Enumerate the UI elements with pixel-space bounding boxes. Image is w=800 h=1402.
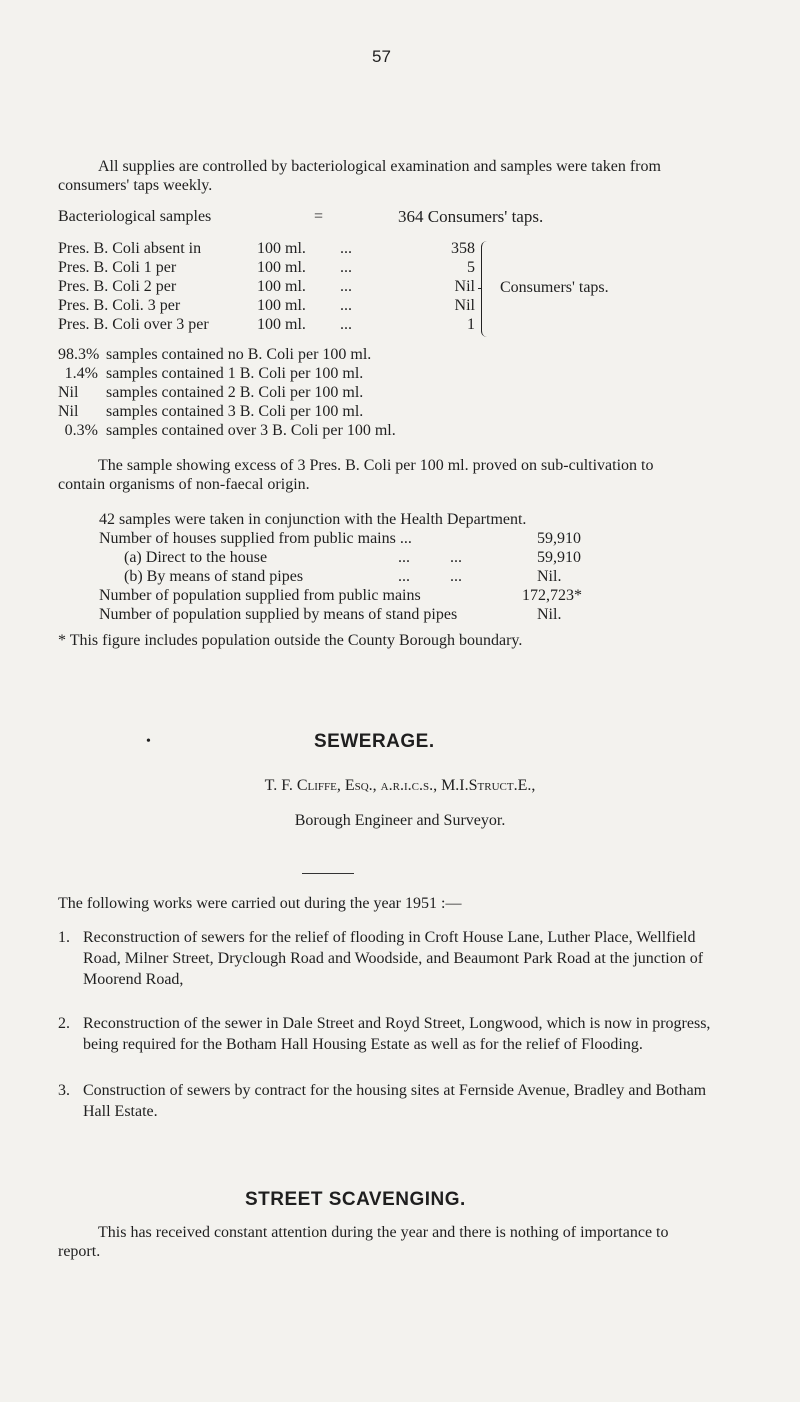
sample-note: The sample showing excess of 3 Pres. B. Coli per 100 ml. proved on sub-cultivation to contain organisms of non-faecal origin. — [58, 457, 654, 493]
engineer-title: Borough Engineer and Surveyor. — [294, 812, 506, 829]
percentage-value: Nil — [58, 403, 79, 420]
sample-dots: ... — [340, 297, 352, 314]
divider-rule — [302, 873, 354, 874]
pop-mains-value: 172,723* — [522, 587, 582, 604]
sewerage-heading: SEWERAGE. — [314, 731, 435, 752]
sample-value: 358 — [451, 240, 475, 257]
list-item-number: 1. — [58, 929, 70, 946]
samples-header-eq: = — [314, 208, 324, 225]
sample-value: 5 — [467, 259, 475, 276]
sample-unit: 100 ml. — [257, 240, 306, 257]
percentage-value: 0.3% — [64, 422, 98, 439]
sewerage-intro: The following works were carried out during the year 1951 :— — [58, 895, 462, 912]
sample-unit: 100 ml. — [257, 259, 306, 276]
sample-label: Pres. B. Coli over 3 per — [58, 316, 209, 333]
street-text: This has received constant attention during the year and there is nothing of importance to report. — [58, 1224, 669, 1260]
footnote: * This figure includes population outside the County Borough boundary. — [58, 632, 523, 649]
list-item-text: Reconstruction of sewers for the relief of flooding in Croft House Lane, Luther Place, Wellfield Road, Milner Street, Dryclough Road and Woodside, and Beaumont Park Road at the junction of Moorend Road, — [83, 929, 704, 988]
pop-stand-label: Number of population supplied by means of stand pipes — [99, 606, 458, 623]
sample-label: Pres. B. Coli 2 per — [58, 278, 177, 295]
sample-label: Pres. B. Coli 1 per — [58, 259, 177, 276]
health-line: 42 samples were taken in conjunction with the Health Department. — [99, 511, 527, 528]
bullet-mark: • — [146, 734, 151, 749]
list-item-number: 3. — [58, 1082, 70, 1099]
street-heading: STREET SCAVENGING. — [245, 1189, 466, 1210]
houses-label: Number of houses supplied from public mains ... — [99, 530, 412, 547]
pop-stand-value: Nil. — [537, 606, 562, 623]
percentage-text: samples contained over 3 B. Coli per 100 ml. — [106, 422, 396, 439]
percentage-value: 1.4% — [64, 365, 98, 382]
sample-dots: ... — [340, 316, 352, 333]
direct-dots: ... ... — [398, 549, 462, 566]
list-item-text: Construction of sewers by contract for the housing sites at Fernside Avenue, Bradley and Botham Hall Estate. — [83, 1082, 707, 1120]
page-number: 57 — [372, 47, 391, 66]
stand-value: Nil. — [537, 568, 562, 585]
sample-label: Pres. B. Coli. 3 per — [58, 297, 181, 314]
percentage-text: samples contained 2 B. Coli per 100 ml. — [106, 384, 364, 401]
percentage-text: samples contained 1 B. Coli per 100 ml. — [106, 365, 364, 382]
percentage-value: 98.3% — [58, 346, 100, 363]
sample-dots: ... — [340, 259, 352, 276]
percentage-value: Nil — [58, 384, 79, 401]
percentage-text: samples contained 3 B. Coli per 100 ml. — [106, 403, 364, 420]
samples-header-value: 364 Consumers' taps. — [398, 207, 544, 226]
houses-value: 59,910 — [537, 530, 581, 547]
sample-dots: ... — [340, 240, 352, 257]
samples-header-label: Bacteriological samples — [58, 208, 212, 225]
sample-dots: ... — [340, 278, 352, 295]
sample-unit: 100 ml. — [257, 278, 306, 295]
brace-label: Consumers' taps. — [500, 279, 609, 296]
percentage-text: samples contained no B. Coli per 100 ml. — [106, 346, 372, 363]
engineer-name: T. F. Cliffe, Esq., a.r.i.c.s., M.I.Struct.E., — [264, 777, 536, 794]
sample-value: Nil — [454, 297, 475, 314]
sample-unit: 100 ml. — [257, 316, 306, 333]
list-item-number: 2. — [58, 1015, 70, 1032]
stand-label: (b) By means of stand pipes — [124, 568, 304, 585]
intro-paragraph: All supplies are controlled by bacteriological examination and samples were taken from consumers' taps weekly. — [58, 158, 661, 194]
direct-label: (a) Direct to the house — [124, 549, 268, 566]
sample-unit: 100 ml. — [257, 297, 306, 314]
sample-label: Pres. B. Coli absent in — [58, 240, 202, 257]
stand-dots: ... ... — [398, 568, 462, 585]
list-item-text: Reconstruction of the sewer in Dale Street and Royd Street, Longwood, which is now in progress, being required for the Botham Hall Housing Estate as well as for the relief of Flooding. — [83, 1015, 711, 1053]
direct-value: 59,910 — [537, 549, 581, 566]
sample-value: 1 — [467, 316, 475, 333]
sample-value: Nil — [454, 278, 475, 295]
pop-mains-label: Number of population supplied from public mains — [99, 587, 421, 604]
